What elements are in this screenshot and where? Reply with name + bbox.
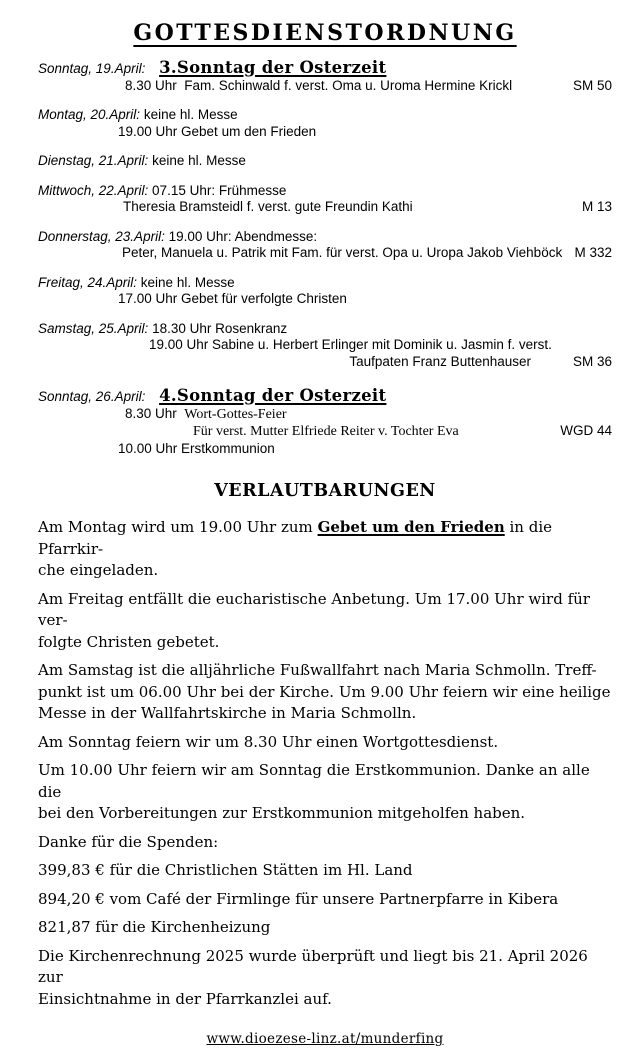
- announcement-line: [38, 832, 612, 854]
- schedule-entry: [38, 153, 612, 170]
- announcement-line: [38, 732, 612, 754]
- schedule-line: [118, 441, 612, 458]
- announcement-paragraph: [38, 517, 612, 582]
- schedule-line-text: keine hl. Messe: [152, 153, 246, 168]
- schedule-line: [118, 354, 612, 371]
- schedule-date: Mittwoch, 22.April:: [38, 182, 153, 198]
- announcement-paragraph: [38, 946, 612, 1011]
- announcement-paragraph: [38, 832, 612, 854]
- emphasized-text: Gebet um den Frieden: [317, 518, 505, 536]
- announcement-text: Am Freitag entfällt die eucharistische Anbetung. Um 17.00 Uhr wird für ver-: [38, 589, 595, 629]
- announcement-text: Am Montag wird um 19.00 Uhr zum: [38, 518, 318, 536]
- schedule-row: [38, 388, 612, 406]
- schedule-line: [149, 388, 612, 405]
- announcement-text: folgte Christen gebetet.: [38, 632, 220, 651]
- service-schedule: [38, 60, 612, 457]
- mass-intention-code: M 13: [581, 199, 612, 214]
- schedule-entry: [38, 229, 612, 262]
- schedule-line-text: 8.30 Uhr Fam. Schinwald f. verst. Oma u. Uroma Hermine Krickl: [125, 77, 513, 93]
- announcement-line: [38, 660, 612, 682]
- schedule-line: [118, 291, 612, 308]
- schedule-row: [38, 337, 612, 354]
- announcement-text: 399,83 € für die Christlichen Stätten im Hl. Land: [38, 861, 413, 879]
- announcement-line: [38, 989, 612, 1011]
- schedule-row: [38, 60, 612, 78]
- schedule-row: [38, 78, 612, 95]
- schedule-line: [152, 321, 612, 338]
- announcement-text: Messe in der Wallfahrtskirche in Maria Schmolln.: [38, 704, 417, 722]
- event-heading: 4.Sonntag der Osterzeit: [159, 386, 387, 405]
- schedule-line-text: 19.00 Uhr Sabine u. Herbert Erlinger mit Dominik u. Jasmin f. verst.: [149, 337, 552, 352]
- mass-intention-code: M 332: [574, 245, 612, 260]
- schedule-line-text: 17.00 Uhr Gebet für verfolgte Christen: [118, 291, 347, 306]
- schedule-line-text: keine hl. Messe: [140, 274, 235, 290]
- announcement-text: bei den Vorbereitungen zur Erstkommunion mitgeholfen haben.: [38, 804, 526, 822]
- schedule-row: [38, 441, 612, 458]
- mass-intention-code: WGD 44: [560, 423, 612, 438]
- announcements-section: [38, 517, 612, 1010]
- schedule-line: [152, 153, 612, 170]
- schedule-line: [118, 78, 612, 95]
- announcement-text: 821,87 für die Kirchenheizung: [38, 918, 271, 936]
- schedule-entry: [38, 107, 612, 140]
- schedule-row: [38, 245, 612, 262]
- schedule-row: [38, 423, 612, 441]
- schedule-line-text: Taufpaten Franz Buttenhauser: [349, 353, 531, 369]
- mass-intention-code: SM 50: [572, 77, 612, 93]
- schedule-line-text: Theresia Bramsteidl f. verst. gute Freundin Kathi: [123, 199, 413, 214]
- schedule-entry: [38, 321, 612, 371]
- announcement-line: [38, 632, 612, 654]
- announcement-line: [38, 917, 612, 939]
- schedule-line: [118, 124, 612, 141]
- schedule-line-text: 07.15 Uhr: Frühmesse: [152, 182, 287, 198]
- announcement-text: Um 10.00 Uhr feiern wir am Sonntag die Erstkommunion. Danke an alle die: [38, 761, 595, 801]
- schedule-line-text: 18.30 Uhr Rosenkranz: [152, 320, 288, 336]
- schedule-row: [38, 153, 612, 170]
- announcement-line: [38, 682, 612, 704]
- schedule-date: Dienstag, 21.April:: [38, 153, 153, 168]
- schedule-line-text: 19.00 Uhr: Abendmesse:: [168, 228, 318, 244]
- schedule-line-text: Wort-Gottes-Feier: [184, 406, 287, 422]
- schedule-line: [144, 107, 612, 124]
- announcement-paragraph: [38, 589, 612, 654]
- schedule-date: Donnerstag, 23.April:: [38, 228, 169, 244]
- schedule-line-text: keine hl. Messe: [143, 107, 238, 122]
- schedule-row: [38, 183, 612, 200]
- schedule-entry: [38, 183, 612, 216]
- schedule-line: [118, 423, 612, 441]
- announcement-text: che eingeladen.: [38, 561, 159, 579]
- schedule-date: Samstag, 25.April:: [38, 320, 153, 336]
- schedule-row: [38, 354, 612, 371]
- announcement-line: [38, 517, 612, 560]
- announcement-paragraph: [38, 860, 612, 882]
- page-title: GOTTESDIENSTORDNUNG: [133, 20, 517, 46]
- footer: [38, 1030, 612, 1048]
- schedule-date: Montag, 20.April:: [38, 107, 144, 122]
- schedule-entry: [38, 275, 612, 308]
- announcement-line: [38, 760, 612, 803]
- schedule-row: [38, 291, 612, 308]
- announcement-paragraph: [38, 917, 612, 939]
- mass-intention-code: SM 36: [572, 353, 612, 369]
- schedule-row: [38, 199, 612, 216]
- schedule-row: [38, 321, 612, 338]
- schedule-line: [118, 199, 612, 216]
- announcement-text: punkt ist um 06.00 Uhr bei der Kirche. Um 9.00 Uhr feiern wir eine heilige: [38, 682, 611, 701]
- announcement-line: [38, 560, 612, 582]
- announcement-text: Die Kirchenrechnung 2025 wurde überprüft und liegt bis 21. April 2026 zur: [38, 946, 593, 986]
- schedule-date: Sonntag, 19.April:: [38, 61, 150, 76]
- schedule-line: [141, 275, 612, 292]
- announcement-text: 894,20 € vom Café der Firmlinge für unsere Partnerpfarre in Kibera: [38, 889, 559, 908]
- announcement-text: in die Pfarrkir-: [38, 518, 557, 558]
- schedule-row: [38, 275, 612, 292]
- schedule-line: [118, 245, 612, 262]
- schedule-line: [152, 183, 612, 200]
- schedule-row: [38, 107, 612, 124]
- schedule-row: [38, 124, 612, 141]
- announcement-line: [38, 803, 612, 825]
- announcement-line: [38, 946, 612, 989]
- announcement-paragraph: [38, 732, 612, 754]
- schedule-row: [38, 229, 612, 246]
- schedule-line-text: 8.30 Uhr: [125, 405, 185, 421]
- schedule-line: [118, 337, 612, 354]
- announcement-line: [38, 860, 612, 882]
- schedule-line-text: Für verst. Mutter Elfriede Reiter v. Tochter Eva: [193, 424, 459, 439]
- event-heading: 3.Sonntag der Osterzeit: [159, 58, 387, 77]
- schedule-line: [149, 60, 612, 77]
- announcement-paragraph: [38, 760, 612, 825]
- schedule-entry: [38, 60, 612, 94]
- schedule-line-text: 19.00 Uhr Gebet um den Frieden: [118, 123, 317, 139]
- schedule-entry: [38, 388, 612, 457]
- schedule-line-text: 10.00 Uhr Erstkommunion: [118, 440, 275, 456]
- parish-website-link[interactable]: www.dioezese-linz.at/munderfing: [206, 1031, 444, 1047]
- announcement-line: [38, 703, 612, 725]
- schedule-line: [118, 406, 612, 424]
- announcement-line: [38, 589, 612, 632]
- announcement-text: Am Samstag ist die alljährliche Fußwallfahrt nach Maria Schmolln. Treff-: [38, 661, 597, 679]
- announcement-text: Am Sonntag feiern wir um 8.30 Uhr einen Wortgottesdienst.: [38, 732, 499, 751]
- announcements-title: VERLAUTBARUNGEN: [214, 481, 436, 501]
- schedule-date: Freitag, 24.April:: [38, 274, 141, 290]
- announcement-paragraph: [38, 660, 612, 725]
- schedule-date: Sonntag, 26.April:: [38, 389, 150, 404]
- announcement-text: Danke für die Spenden:: [38, 832, 219, 851]
- announcement-paragraph: [38, 889, 612, 911]
- announcement-text: Einsichtnahme in der Pfarrkanzlei auf.: [38, 989, 332, 1008]
- schedule-line-text: Peter, Manuela u. Patrik mit Fam. für verst. Opa u. Uropa Jakob Viehböck: [122, 245, 563, 260]
- schedule-line: [169, 229, 612, 246]
- announcement-line: [38, 889, 612, 911]
- schedule-row: [38, 406, 612, 424]
